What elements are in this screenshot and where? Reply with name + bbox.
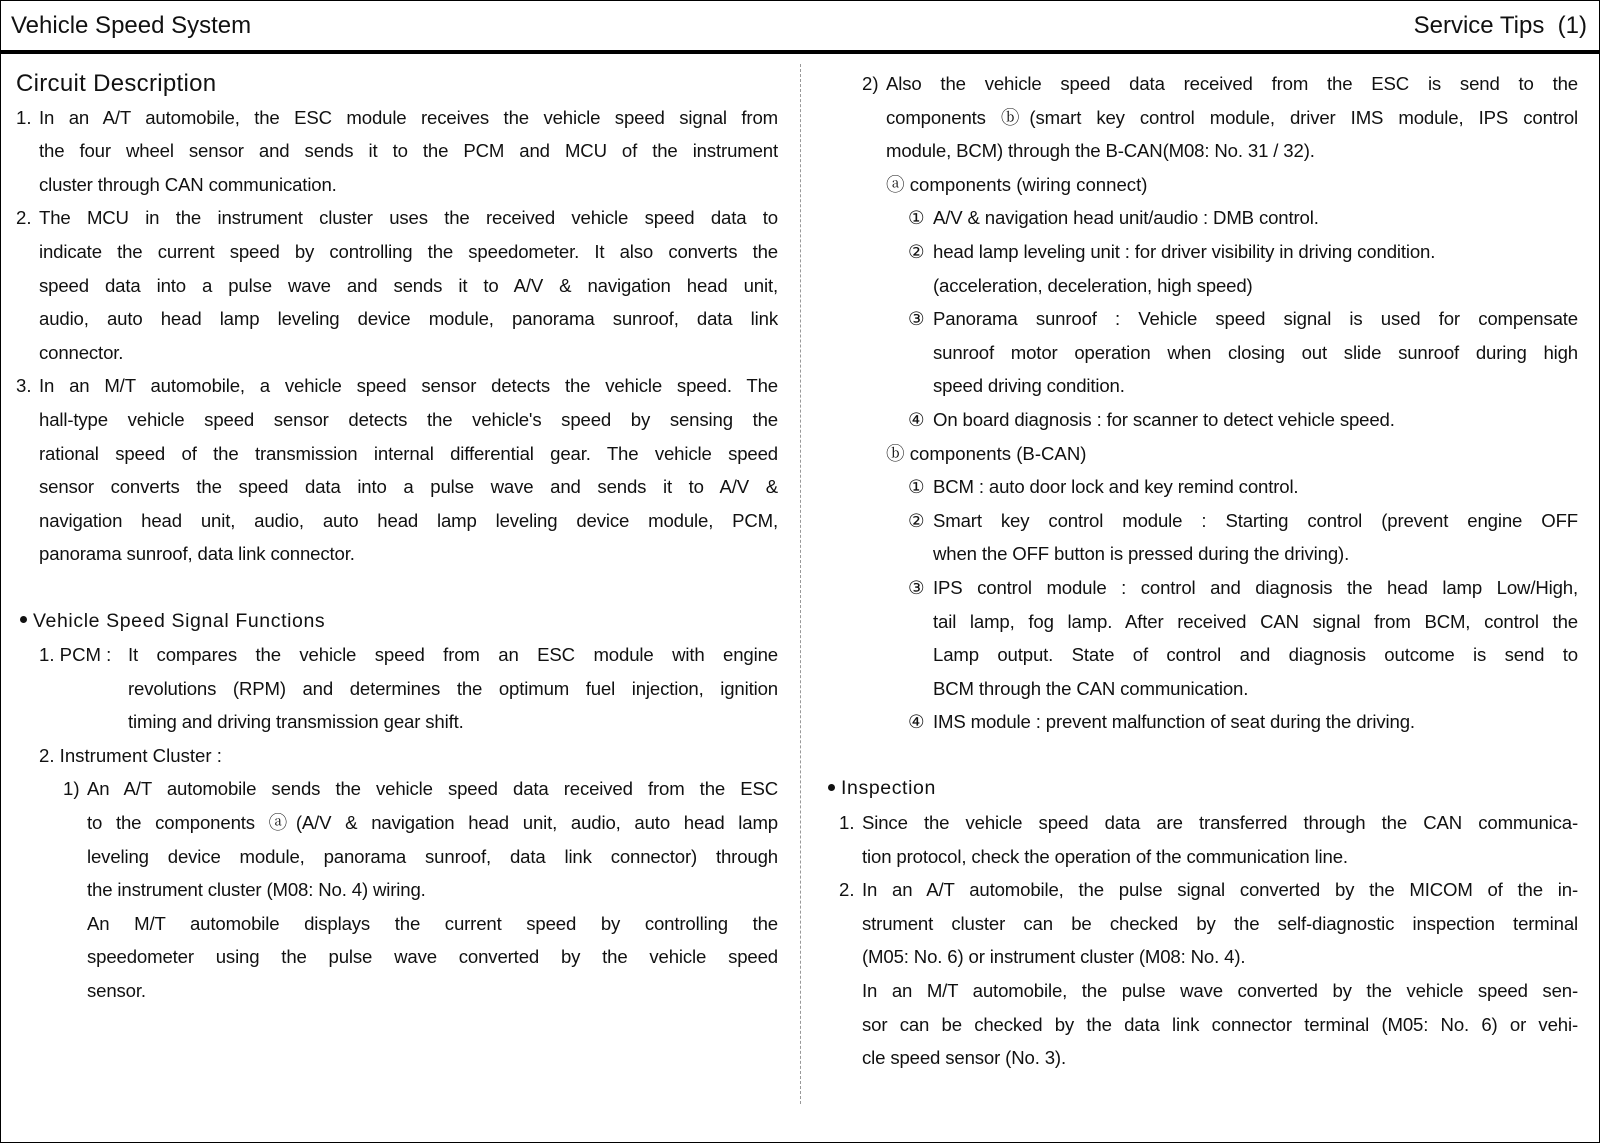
text-line: (M05: No. 6) or instrument cluster (M08: No. 4).: [862, 946, 1246, 968]
text-line: IPS control module : control and diagnosis the head lamp Low/High,: [933, 576, 1578, 598]
paragraph: [933, 201, 1578, 235]
item-number: ③: [908, 576, 925, 598]
text-line: In an A/T automobile, the pulse signal converted by the MICOM of the in-: [862, 879, 1578, 901]
text-line: timing and driving transmission gear shift.: [128, 711, 464, 733]
page-header: [1, 1, 1599, 54]
paragraph: [933, 403, 1578, 437]
circuit-item-1: [16, 101, 778, 202]
group-b-item-4: [908, 705, 1578, 739]
text-line: speed driving condition.: [933, 375, 1125, 397]
text-line: speedometer using the pulse wave converted by the vehicle speed: [87, 946, 778, 968]
inspection-item-1: [839, 806, 1578, 873]
document-title: Vehicle Speed System: [11, 12, 252, 39]
text-line: to the components ⓐ(A/V & navigation head unit, audio, auto head lamp: [87, 812, 778, 834]
bullet-icon: [828, 784, 835, 791]
text-line: sor can be checked by the data link connector terminal (M05: No. 6) or vehi-: [862, 1013, 1578, 1035]
functions-heading-text: Vehicle Speed Signal Functions: [33, 609, 326, 632]
text-line: In an A/T automobile, the ESC module receives the vehicle speed signal from: [39, 106, 778, 128]
circuit-item-2: [16, 201, 778, 369]
function-pcm: [39, 638, 778, 739]
item-number: 2): [862, 73, 879, 94]
text-line: tail lamp, fog lamp. After received CAN signal from BCM, control the: [933, 610, 1578, 632]
text-line: when the OFF button is pressed during the driving).: [933, 543, 1350, 565]
section-title: Circuit Description: [16, 70, 217, 97]
paragraph: [87, 772, 778, 906]
paragraph: [886, 67, 1578, 168]
bullet-icon: [20, 616, 27, 623]
text-line: The MCU in the instrument cluster uses the received vehicle speed data to: [39, 207, 778, 229]
section-label: Service Tips (1): [1413, 12, 1587, 39]
function-cluster-label: 2. Instrument Cluster :: [39, 744, 222, 766]
text-line: BCM through the CAN communication.: [933, 677, 1249, 699]
text-line: A/V & navigation head unit/audio : DMB control.: [933, 207, 1319, 229]
item-number: ④: [908, 711, 925, 733]
circuit-item-3: [16, 369, 778, 571]
right-column: [824, 67, 1578, 1075]
paragraph: [128, 638, 778, 739]
group-b-item-2: [908, 504, 1578, 571]
paragraph: [933, 571, 1578, 705]
text-line: cle speed sensor (No. 3).: [862, 1047, 1066, 1069]
paragraph: [39, 201, 778, 369]
text-line: It compares the vehicle speed from an ESC module with engine: [128, 644, 778, 666]
text-line: tion protocol, check the operation of the communication line.: [862, 845, 1348, 867]
paragraph: [933, 470, 1578, 504]
text-line: sensor.: [87, 980, 146, 1002]
text-line: An A/T automobile sends the vehicle speed data received from the ESC: [87, 778, 778, 800]
group-b-item-1: [908, 470, 1578, 504]
text-line: connector.: [39, 341, 124, 363]
text-line: Also the vehicle speed data received from the ESC is send to the: [886, 73, 1578, 94]
paragraph: [933, 235, 1578, 302]
text-line: module, BCM) through the B-CAN(M08: No. 31 / 32).: [886, 140, 1315, 162]
text-line: cluster through CAN communication.: [39, 173, 337, 195]
inspection-heading-text: Inspection: [841, 777, 936, 800]
group-a-item-3: [908, 302, 1578, 403]
text-line: sunroof motor operation when closing out slide sunroof during high: [933, 341, 1578, 363]
text-line: An M/T automobile displays the current speed by controlling the: [87, 912, 778, 934]
group-b-item-3: [908, 571, 1578, 705]
text-line: the instrument cluster (M08: No. 4) wiring.: [87, 879, 426, 901]
text-line: rational speed of the transmission internal differential gear. The vehicle speed: [39, 442, 778, 464]
inspection-item-2: [839, 873, 1578, 1075]
item-number: 1): [63, 778, 80, 800]
text-line: BCM : auto door lock and key remind control.: [933, 476, 1299, 498]
function-cluster-sub1: [63, 772, 778, 1007]
item-number: ②: [908, 240, 925, 262]
item-number: ②: [908, 509, 925, 531]
text-line: (acceleration, deceleration, high speed): [933, 274, 1253, 296]
inspection-heading: [824, 772, 1578, 806]
text-line: leveling device module, panorama sunroof, data link connector) through: [87, 845, 778, 867]
text-line: Smart key control module : Starting control (prevent engine OFF: [933, 509, 1578, 531]
text-line: strument cluster can be checked by the self-diagnostic inspection terminal: [862, 912, 1578, 934]
paragraph: [933, 302, 1578, 403]
group-a-item-4: [908, 403, 1578, 437]
text-line: sensor converts the speed data into a pulse wave and sends it to A/V &: [39, 476, 778, 498]
paragraph: [39, 369, 778, 571]
item-number: 2.: [839, 879, 855, 901]
item-number: 1.: [839, 812, 855, 834]
text-line: Since the vehicle speed data are transferred through the CAN communica-: [862, 812, 1578, 834]
item-number: ①: [908, 207, 925, 229]
paragraph: [862, 974, 1578, 1075]
item-number: ①: [908, 476, 925, 498]
text-line: Lamp output. State of control and diagnosis outcome is send to: [933, 644, 1578, 666]
group-b-heading: ⓑ components (B-CAN): [886, 442, 1087, 464]
text-line: audio, auto head lamp leveling device module, panorama sunroof, data link: [39, 308, 778, 330]
text-line: In an M/T automobile, the pulse wave converted by the vehicle speed sen-: [862, 980, 1578, 1002]
text-line: navigation head unit, audio, auto head lamp leveling device module, PCM,: [39, 509, 778, 531]
text-line: panorama sunroof, data link connector.: [39, 543, 355, 565]
column-divider: [800, 64, 801, 1104]
item-number: ③: [908, 308, 925, 330]
paragraph: [862, 873, 1578, 974]
text-line: In an M/T automobile, a vehicle speed sensor detects the vehicle speed. The: [39, 375, 778, 397]
paragraph: [862, 806, 1578, 873]
item-number: 1.: [16, 106, 32, 128]
group-a-heading: ⓐ components (wiring connect): [886, 173, 1148, 195]
item-number: ④: [908, 408, 925, 430]
text-line: the four wheel sensor and sends it to the PCM and MCU of the instrument: [39, 140, 778, 162]
text-line: hall-type vehicle speed sensor detects the vehicle's speed by sensing the: [39, 408, 778, 430]
paragraph: [933, 504, 1578, 571]
text-line: components ⓑ(smart key control module, driver IMS module, IPS control: [886, 106, 1578, 128]
text-line: indicate the current speed by controlling the speedometer. It also converts the: [39, 240, 778, 262]
item-number: 1. PCM :: [39, 644, 112, 666]
text-line: speed data into a pulse wave and sends it to A/V & navigation head unit,: [39, 274, 778, 296]
text-line: Panorama sunroof : Vehicle speed signal is used for compensate: [933, 308, 1578, 330]
function-cluster-sub2: [862, 67, 1578, 168]
paragraph: [39, 101, 778, 202]
paragraph: [933, 705, 1578, 739]
text-line: head lamp leveling unit : for driver visibility in driving condition.: [933, 240, 1436, 262]
group-a-item-1: [908, 201, 1578, 235]
item-number: 3.: [16, 375, 32, 397]
text-line: On board diagnosis : for scanner to detect vehicle speed.: [933, 408, 1395, 430]
group-a-item-2: [908, 235, 1578, 302]
functions-heading: [16, 605, 778, 639]
text-line: IMS module : prevent malfunction of seat during the driving.: [933, 711, 1415, 733]
paragraph: [87, 907, 778, 1008]
item-number: 2.: [16, 207, 32, 229]
left-column: [16, 67, 778, 1008]
text-line: revolutions (RPM) and determines the optimum fuel injection, ignition: [128, 677, 778, 699]
